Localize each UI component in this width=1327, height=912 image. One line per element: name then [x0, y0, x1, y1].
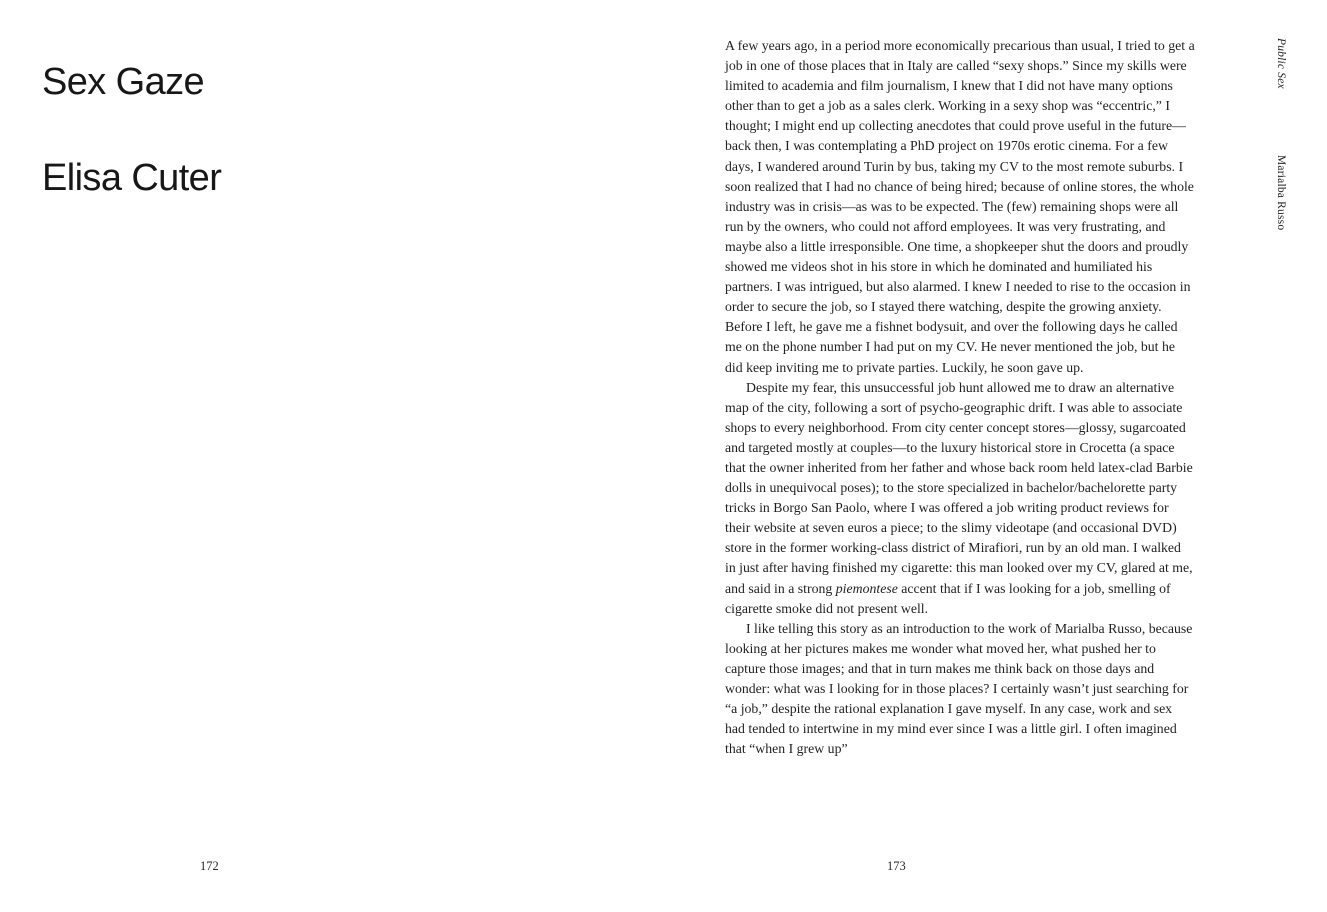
text-segment: Despite my fear, this unsuccessful job hunt allowed me to draw an alternative map of the city, following a sort of psycho-geographic drift. I was able to associate shops to every neighborhood. From city center concept stores—glossy, sugarcoated and targeted mostly at couples—to the luxury historical store in Crocetta (a space that the owner inherited from her father and whose back room held latex-clad Barbie dolls in unequivocal poses); to the store specialized in bachelor/bachelorette party tricks in Borgo San Paolo, where I was offered a job writing product reviews for their website at seven euros a piece; to the slimy videotape (and occasional DVD) store in the former working-class district of Mirafiori, run by an old man. I walked in just after having finished my cigarette: this man looked over my CV, glared at me, and said in a strong [725, 379, 1193, 596]
article-title: Sex Gaze [42, 61, 205, 104]
article-body [725, 36, 1195, 759]
italic-text-segment: piemontese [835, 580, 898, 596]
page-number-right: 173 [887, 859, 906, 873]
left-page [0, 0, 663, 912]
body-paragraph [725, 36, 1195, 378]
page-number-left: 172 [200, 859, 219, 873]
body-paragraph [725, 619, 1195, 760]
body-paragraph [725, 378, 1195, 619]
margin-series-title: Public Sex [1275, 38, 1287, 89]
margin-artist-name: Marialba Russo [1275, 155, 1287, 231]
text-segment: I like telling this story as an introduction to the work of Marialba Russo, because looking at her pictures makes me wonder what moved her, what pushed her to capture those images; and that in turn makes me think back on those days and wonder: what was I looking for in those places? I certainly wasn’t just searching for “a job,” despite the rational explanation I gave myself. In any case, work and sex had tended to intertwine in my mind ever since I was a little girl. I often imagined that “when I grew up” [725, 620, 1193, 757]
text-segment: A few years ago, in a period more economically precarious than usual, I tried to get a job in one of those places that in Italy are called “sexy shops.” Since my skills were limited to academia and film journalism, I knew that I did not have many options other than to get a job as a sales clerk. Working in a sexy shop was “eccentric,” I thought; I might end up collecting anecdotes that could prove useful in the future—back then, I was contemplating a PhD project on 1970s erotic cinema. For a few days, I wandered around Turin by bus, taking my CV to the most remote suburbs. I soon realized that I had no chance of being hired; because of online stores, the whole industry was in crisis—as was to be expected. The (few) remaining shops were all run by the owners, who could not afford employees. It was very frustrating, and maybe also a little irresponsible. One time, a shopkeeper shut the doors and proudly showed me videos shot in his store in which he dominated and humiliated his partners. I was intrigued, but also alarmed. I knew I needed to rise to the occasion in order to secure the job, so I stayed there watching, despite the growing anxiety. Before I left, he gave me a fishnet bodysuit, and over the following days he called me on the phone number I had put on my CV. He never mentioned the job, but he did keep inviting me to private parties. Luckily, he soon gave up. [725, 38, 1195, 375]
article-author: Elisa Cuter [42, 156, 222, 199]
right-page [663, 0, 1327, 912]
text-segment: accent that if I was looking for a job, smelling of cigarette smoke did not present well. [725, 580, 1171, 616]
